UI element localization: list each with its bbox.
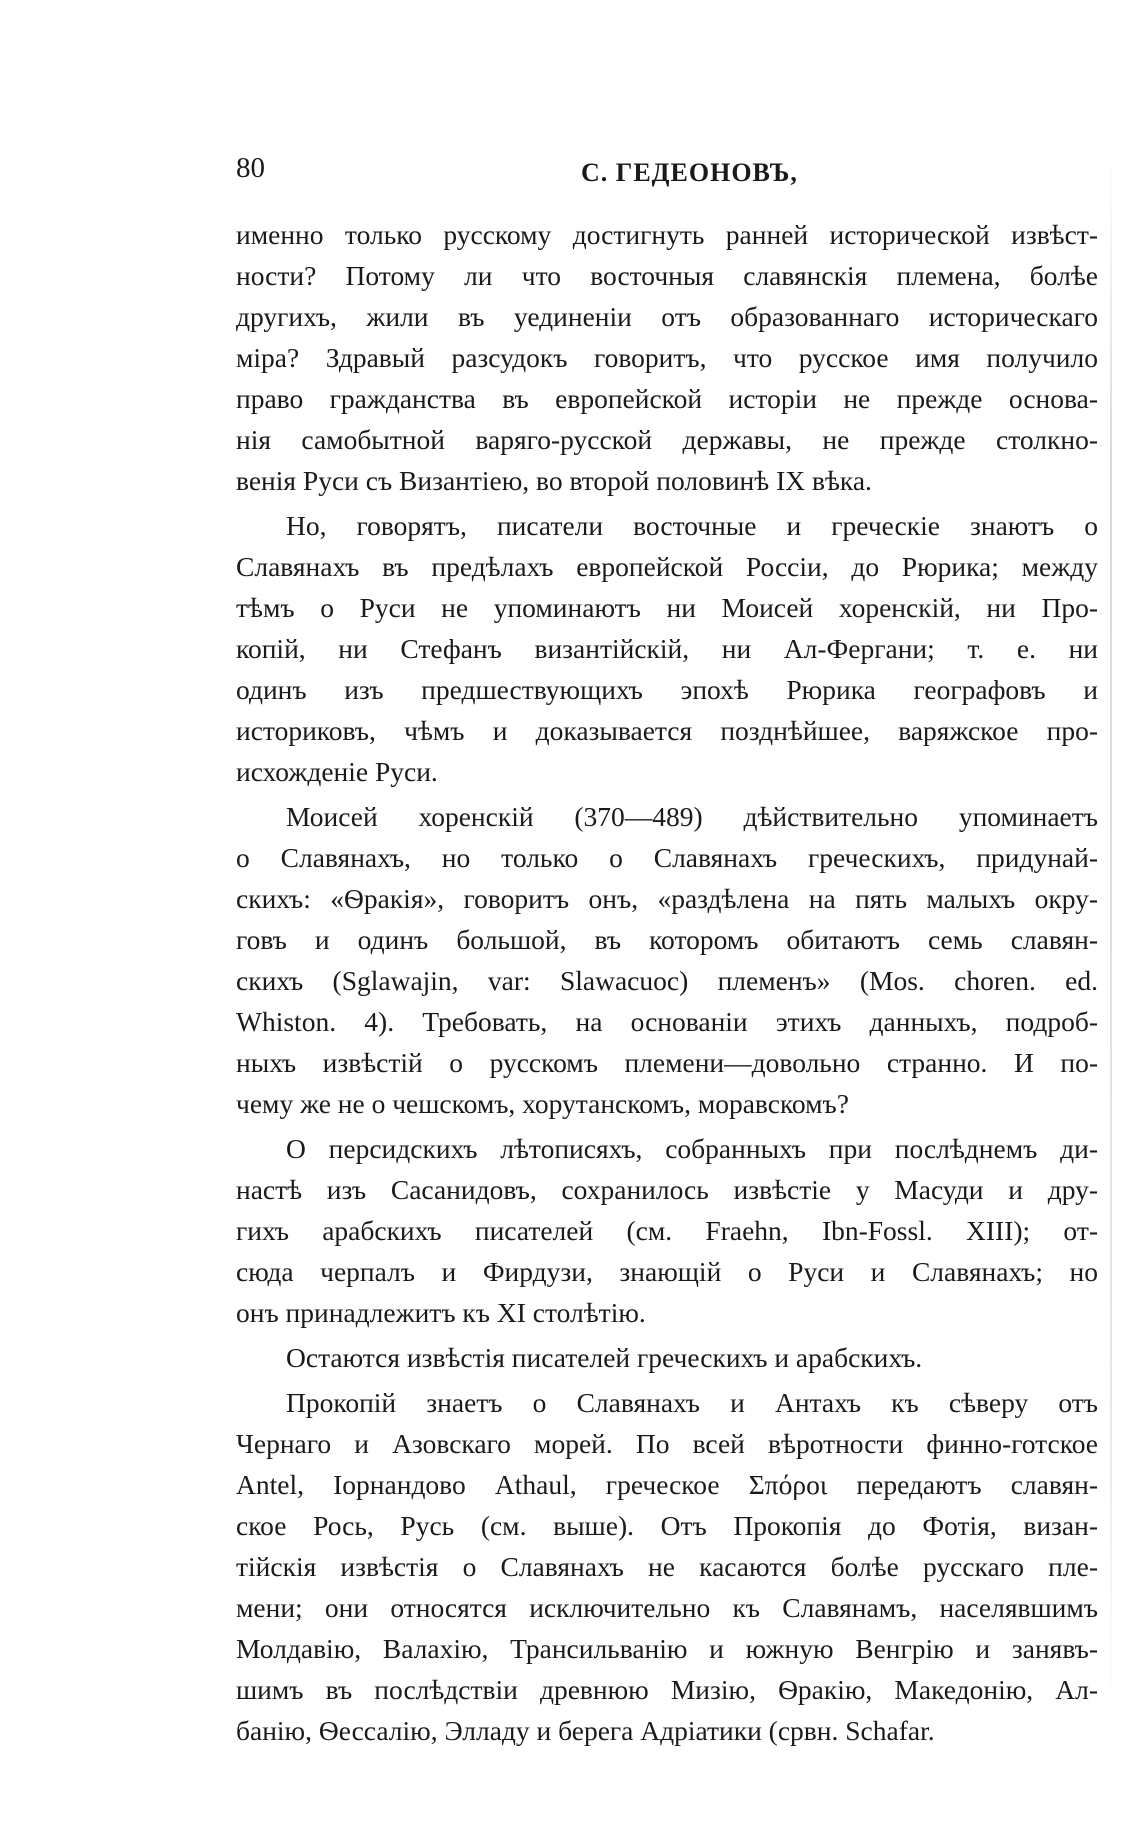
text-line: исхожденіе Руси.: [236, 756, 438, 787]
text-line: сюда черпалъ и Фирдузи, знающій о Руси и Славянахъ; но: [236, 1256, 1098, 1287]
text-line: право гражданства въ европейской исторіи не прежде основа-: [236, 383, 1098, 414]
text-line: гихъ арабскихъ писателей (см. Fraehn, Ibn-Fossl. XIII); от-: [236, 1215, 1098, 1246]
paragraph: [236, 214, 1098, 501]
text-line: именно только русскому достигнуть ранней исторической извѣст-: [236, 219, 1098, 250]
text-line: Прокопій знаетъ о Славянахъ и Антахъ къ сѣверу отъ: [286, 1387, 1098, 1418]
text-line: нія самобытной варяго-русской державы, не прежде столкно-: [236, 424, 1098, 455]
text-line: Молдавію, Валахію, Трансильванію и южную Венгрію и занявъ-: [236, 1633, 1098, 1664]
text-line: Славянахъ въ предѣлахъ европейской Россіи, до Рюрика; между: [236, 551, 1098, 582]
paragraph: [236, 1128, 1098, 1333]
text-line: Но, говорятъ, писатели восточные и греческіе знаютъ о: [286, 510, 1098, 541]
text-line: онъ принадлежитъ къ XI столѣтію.: [236, 1297, 646, 1328]
text-line: говъ и одинъ большой, въ которомъ обитаютъ семь славян-: [236, 924, 1098, 955]
text-line: о Славянахъ, но только о Славянахъ греческихъ, придунай-: [236, 842, 1098, 873]
text-line: О персидскихъ лѣтописяхъ, собранныхъ при послѣднемъ ди-: [286, 1133, 1098, 1164]
paragraph: [236, 796, 1098, 1124]
text-line: копій, ни Стефанъ византійскій, ни Ал-Фергани; т. е. ни: [236, 633, 1098, 664]
body-text: [236, 214, 1098, 1751]
text-line: банію, Ѳессалію, Элладу и берега Адріатики (срвн. Schafar.: [236, 1715, 935, 1746]
scan-edge-shadow: [1110, 152, 1112, 1712]
text-line: венія Руси съ Византіею, во второй половинѣ IX вѣка.: [236, 465, 872, 496]
text-line: настѣ изъ Сасанидовъ, сохранилось извѣстіе у Масуди и дру-: [236, 1174, 1098, 1205]
text-line: Antel, Іорнандово Athaul, греческое Σπόροι передаютъ славян-: [236, 1469, 1098, 1500]
page-number: 80: [236, 152, 265, 184]
text-line: Whiston. 4). Требовать, на основаніи этихъ данныхъ, подроб-: [236, 1006, 1098, 1037]
page-header: [236, 152, 1098, 212]
text-line: мени; они относятся исключительно къ Славянамъ, населявшимъ: [236, 1592, 1098, 1623]
text-line: Остаются извѣстія писателей греческихъ и арабскихъ.: [286, 1342, 923, 1373]
text-line: тійскія извѣстія о Славянахъ не касаются болѣе русскаго пле-: [236, 1551, 1098, 1582]
text-line: ныхъ извѣстій о русскомъ племени—довольно странно. И по-: [236, 1047, 1098, 1078]
paragraph: [236, 1337, 1098, 1378]
text-line: чему же не о чешскомъ, хорутанскомъ, моравскомъ?: [236, 1088, 849, 1119]
text-line: шимъ въ послѣдствіи древнюю Мизію, Ѳракію, Македонію, Ал-: [236, 1674, 1098, 1705]
paragraph: [236, 1382, 1098, 1751]
text-line: историковъ, чѣмъ и доказывается позднѣйшее, варяжское про-: [236, 715, 1098, 746]
text-line: скихъ: «Ѳракія», говоритъ онъ, «раздѣлена на пять малыхъ окру-: [236, 883, 1098, 914]
text-line: ское Рось, Русь (см. выше). Отъ Прокопія до Фотія, визан-: [236, 1510, 1098, 1541]
text-line: тѣмъ о Руси не упоминаютъ ни Моисей хоренскій, ни Про-: [236, 592, 1098, 623]
text-line: скихъ (Sglawajin, var: Slawacuoc) племенъ» (Mos. choren. ed.: [236, 965, 1098, 996]
text-line: Чернаго и Азовскаго морей. По всей вѣротности финно-готское: [236, 1428, 1098, 1459]
text-line: Моисей хоренскій (370—489) дѣйствительно упоминаетъ: [286, 801, 1098, 832]
text-line: одинъ изъ предшествующихъ эпохѣ Рюрика географовъ и: [236, 674, 1098, 705]
running-head: С. ГЕДЕОНОВЪ,: [581, 158, 798, 187]
text-line: міра? Здравый разсудокъ говоритъ, что русское имя получило: [236, 342, 1098, 373]
text-line: другихъ, жили въ уединеніи отъ образованнаго историческаго: [236, 301, 1098, 332]
book-page: [236, 152, 1098, 1755]
paragraph: [236, 505, 1098, 792]
text-line: ности? Потому ли что восточныя славянскія племена, болѣе: [236, 260, 1098, 291]
